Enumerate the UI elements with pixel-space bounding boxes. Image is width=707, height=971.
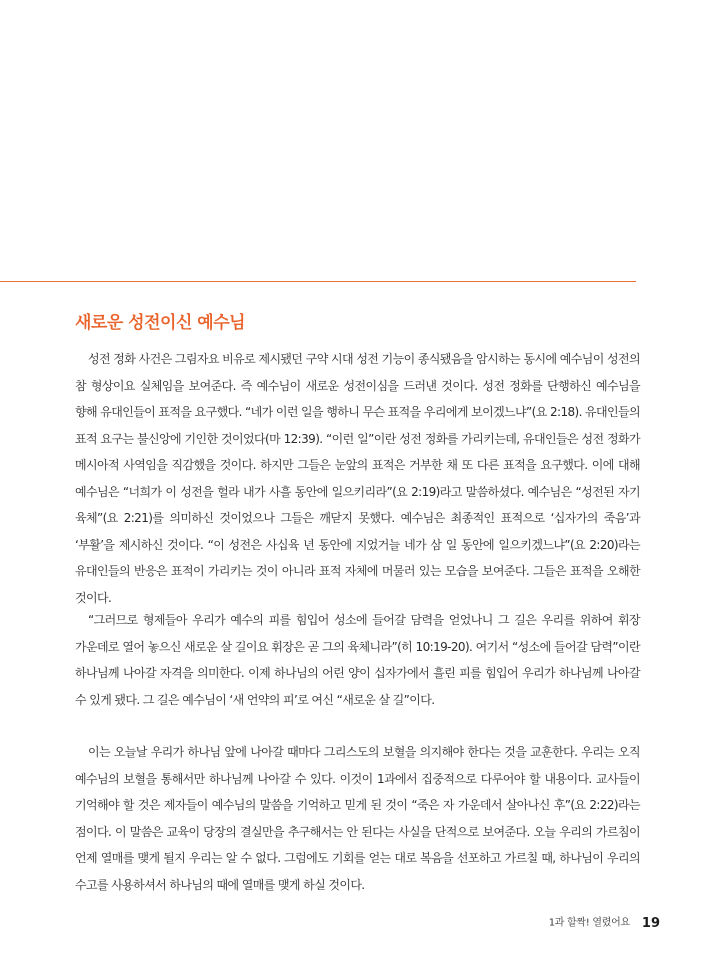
body-paragraph-3: 이는 오늘날 우리가 하나님 앞에 나아갈 때마다 그리스도의 보혈을 의지해야 한다는 것을 교훈한다. 우리는 오직 예수님의 보혈을 통해서만 하나님께 나아갈 수 있다. 이것이 1과에서 집중적으로 다루어야 할 내용이다. 교사들이 기억해야 할 것은 제자들이 예수님의 말씀을 기억하고 믿게 된 것이 “죽은 자 가운데서 살아나신 후”(요 2:22)라는 점이다. 이 말씀은 교육이 당장의 결실만을 추구해서는 안 된다는 사실을 단적으로 보여준다. 오늘 우리의 가르침이 언제 열매를 맺게 될지 우리는 알 수 없다. 그럼에도 기회를 얻는 대로 복음을 선포하고 가르칠 때, 하나님이 우리의 수고를 사용하셔서 하나님의 때에 열매를 맺게 하실 것이다.	[75, 745, 640, 892]
body-paragraph-1: 성전 정화 사건은 그림자요 비유로 제시됐던 구약 시대 성전 기능이 종식됐음을 암시하는 동시에 예수님이 성전의 참 형상이요 실체임을 보여준다. 즉 예수님이 새로운 성전이심을 드러낸 것이다. 성전 정화를 단행하신 예수님을 향해 유대인들이 표적을 요구했다. “네가 이런 일을 행하니 무슨 표적을 우리에게 보이겠느냐”(요 2:18). 유대인들의 표적 요구는 불신앙에 기인한 것이었다(마 12:39). “이런 일”이란 성전 정화를 가리키는데, 유대인들은 성전 정화가 메시아적 사역임을 직감했을 것이다. 하지만 그들은 눈앞의 표적은 거부한 채 또 다른 표적을 요구했다. 이에 대해 예수님은 “너희가 이 성전을 헐라 내가 사흘 동안에 일으키리라”(요 2:19)라고 말씀하셨다. 예수님은 “성전된 자기 육체”(요 2:21)를 의미하신 것이었으나 그들은 깨닫지 못했다. 예수님은 최종적인 표적으로 ‘십자가의 죽음’과 ‘부활’을 제시하신 것이다. “이 성전은 사십육 년 동안에 지었거늘 네가 삼 일 동안에 일으키겠느냐”(요 2:20)라는 유대인들의 반응은 표적이 가리키는 것이 아니라 표적 자체에 머물러 있는 모습을 보여준다. 그들은 표적을 오해한 것이다.	[75, 352, 640, 605]
page-footer	[549, 913, 660, 934]
body-paragraph-2: “그러므로 형제들아 우리가 예수의 피를 힘입어 성소에 들어갈 담력을 얻었나니 그 길은 우리를 위하여 휘장 가운데로 열어 놓으신 새로운 살 길이요 휘장은 곧 그의 육체니라”(히 10:19-20). 여기서 “성소에 들어갈 담력”이란 하나님께 나아갈 자격을 의미한다. 이제 하나님의 어린 양이 십자가에서 흘린 피를 힘입어 우리가 하나님께 나아갈 수 있게 됐다. 그 길은 예수님이 ‘새 언약의 피’로 여신 “새로운 살 길”이다.	[75, 613, 640, 707]
footer-lesson-label: 1과 할짝! 열렸어요	[548, 917, 630, 929]
section-title: 새로운 성전이신 예수님	[75, 313, 246, 333]
page-number: 19	[641, 915, 660, 931]
section-divider	[0, 281, 636, 282]
